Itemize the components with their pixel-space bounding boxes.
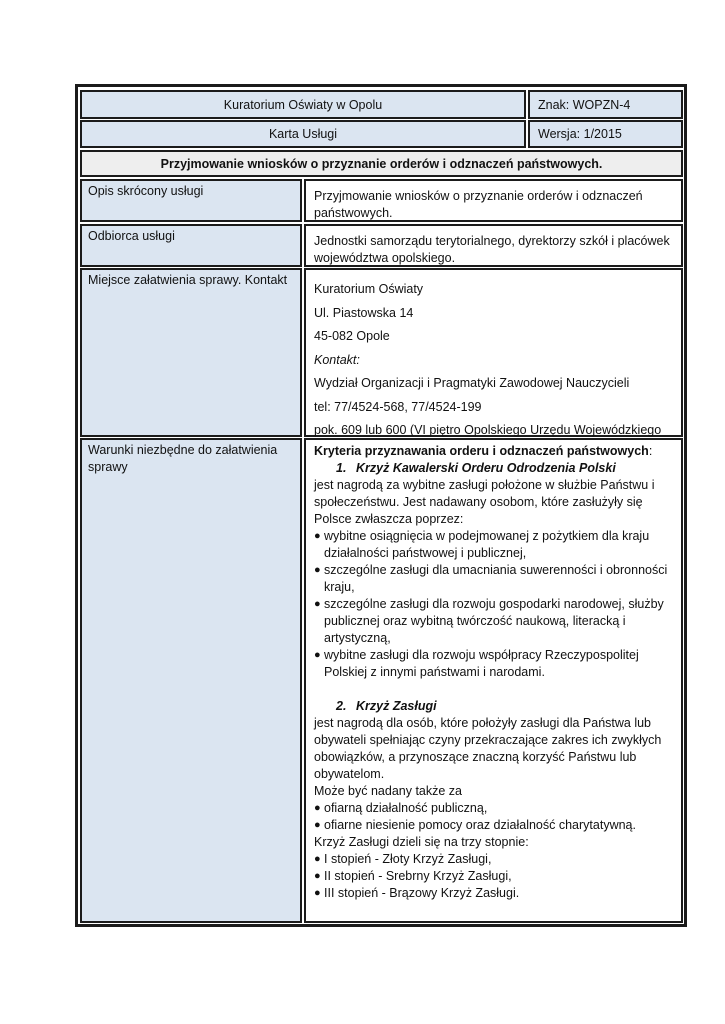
bullet-icon: ● [314,530,321,542]
order-intro: jest nagrodą za wybitne zasługi położone w służbie Państwu i społeczeństwu. Jest nadawany osobom, które zasłużyły się Polsce zwłaszcza poprzez: [314,478,655,526]
bullet-icon: ● [314,887,321,899]
list-item: ● III stopień - Brązowy Krzyż Zasługi. [314,886,520,900]
room-info: pok. 609 lub 600 (VI piętro Opolskiego Urzędu Wojewódzkiego [314,423,662,437]
recipient-label: Odbiorca usługi [88,229,175,243]
description-value-cell [304,179,683,222]
list-item: ● szczególne zasługi dla umacniania suwerenności i obronności kraju, [314,563,668,594]
place-value-cell [304,268,683,437]
recipient-value: Jednostki samorządu terytorialnego, dyrektorzy szkół i placówek województwa opolskiego. [314,234,670,265]
merit-cross-also: Może być nadany także za [314,784,462,798]
criteria-heading: Kryteria przyznawania orderu i odznaczeń państwowych [314,444,649,458]
title-cell [80,150,683,177]
list-item: ● ofiarną działalność publiczną, [314,801,488,815]
criteria-heading-colon: : [648,444,653,458]
office-name: Kuratorium Oświaty [314,282,424,296]
conditions-label: Warunki niezbędne do załatwienia sprawy [88,443,278,474]
sign-cell [528,90,683,119]
list-item: ● szczególne zasługi dla rozwoju gospodarki narodowej, służby publicznej oraz wybitną twórczość naukową, literacką i artystyczną, [314,597,664,645]
bullet-icon: ● [314,802,321,814]
place-label-cell [80,268,302,437]
recipient-label-cell [80,224,302,267]
card-cell [80,120,526,148]
merit-cross-number: 2. [336,699,347,713]
description-value: Przyjmowanie wniosków o przyznanie orderów i odznaczeń państwowych. [314,189,643,220]
list-item: ● I stopień - Złoty Krzyż Zasługi, [314,852,492,866]
contact-heading: Kontakt: [314,352,360,367]
list-item: ● ofiarne niesienie pomocy oraz działalność charytatywną. [314,818,636,832]
degrees-intro: Krzyż Zasługi dzieli się na trzy stopnie: [314,835,529,849]
merit-cross-title-row [336,698,673,715]
merit-cross-intro: jest nagrodą dla osób, które położyły zasługi dla Państwa lub obywateli spełniając czyny przekraczające zakres ich zwykłych obowiązków, a przynoszące znaczną korzyść Państwu lub obywatelom. [314,716,662,781]
order-title-row [336,460,673,477]
order-number: 1. [336,461,347,475]
list-item: ● wybitne zasługi dla rozwoju współpracy Rzeczypospolitej Polskiej z innymi państwami i narodami. [314,648,639,679]
bullet-icon: ● [314,649,321,661]
order-title: Krzyż Kawalerski Orderu Odrodzenia Polski [356,461,616,475]
institution-name: Kuratorium Oświaty w Opolu [223,97,383,112]
conditions-label-cell [80,438,302,923]
bullet-icon: ● [314,564,321,576]
list-item: ● II stopień - Srebrny Krzyż Zasługi, [314,869,512,883]
phone-numbers: tel: 77/4524-568, 77/4524-199 [314,399,482,414]
postal-city: 45-082 Opole [314,329,390,343]
institution-cell [80,90,526,119]
bullet-icon: ● [314,853,321,865]
department-name: Wydział Organizacji i Pragmatyki Zawodowej Nauczycieli [314,376,630,390]
card-title: Karta Usługi [268,127,338,141]
bullet-icon: ● [314,598,321,610]
version-cell [528,120,683,148]
bullet-icon: ● [314,870,321,882]
document-version: Wersja: 1/2015 [538,127,622,141]
merit-cross-title: Krzyż Zasługi [356,699,437,713]
street-address: Ul. Piastowska 14 [314,305,414,320]
description-label: Opis skrócony usługi [88,184,204,198]
conditions-value-cell [304,438,683,923]
place-label: Miejsce załatwienia sprawy. Kontakt [88,273,288,287]
bullet-icon: ● [314,819,321,831]
list-item: ● wybitne osiągnięcia w podejmowanej z pożytkiem dla kraju działalności państwowej i publicznej, [314,529,650,560]
recipient-value-cell [304,224,683,267]
description-label-cell [80,179,302,222]
document-sign: Znak: WOPZN-4 [538,97,631,112]
service-title: Przyjmowanie wniosków o przyznanie orderów i odznaczeń państwowych. [160,156,603,171]
